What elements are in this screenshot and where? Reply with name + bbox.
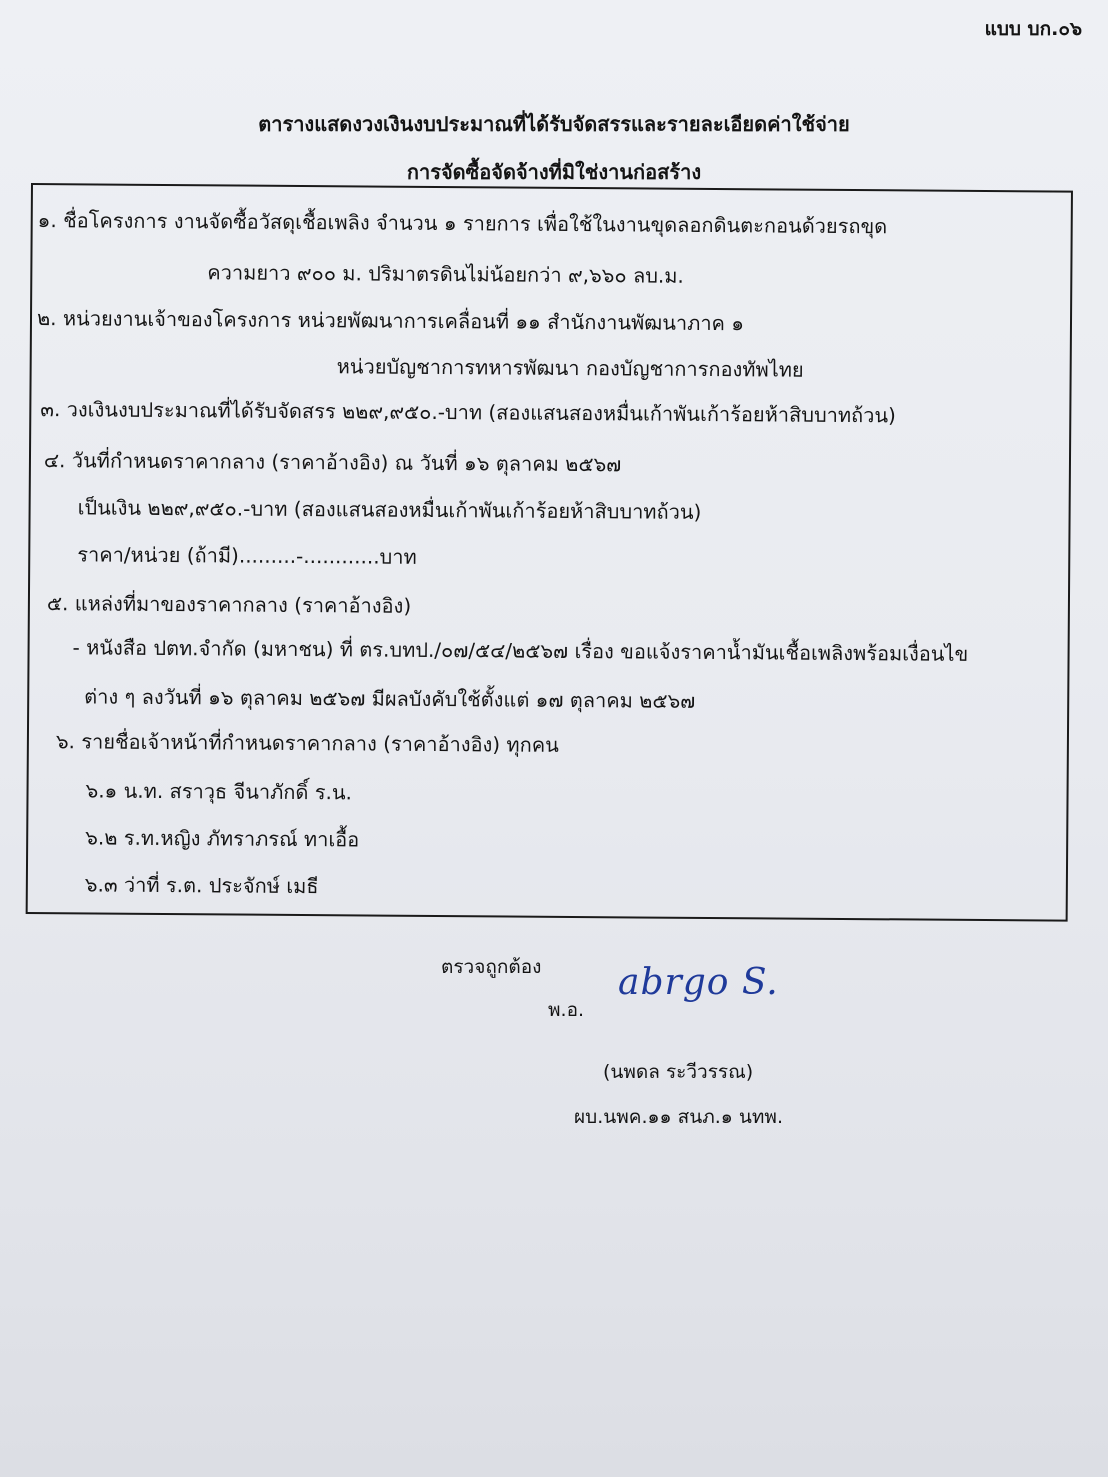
item-3-budget: ๓. วงเงินงบประมาณที่ได้รับจัดสรร ๒๒๙,๙๕๐.-บาท (สองแสนสองหมื่นเก้าพันเก้าร้อยห้าสิบบาทถ้วน) <box>40 397 897 428</box>
item-2-owner-agency: ๒. หน่วยงานเจ้าของโครงการ หน่วยพัฒนาการเคลื่อนที่ ๑๑ สำนักงานพัฒนาภาค ๑ <box>36 306 745 336</box>
official-1: ๖.๑ น.ท. สราวุธ จีนาภักดิ์ ร.น. <box>85 778 353 805</box>
item-5-continuation: ต่าง ๆ ลงวันที่ ๑๖ ตุลาคม ๒๕๖๗ มีผลบังคับใช้ตั้งแต่ ๑๗ ตุลาคม ๒๕๖๗ <box>84 684 696 713</box>
signer-position: ผบ.นพค.๑๑ สนภ.๑ นทพ. <box>574 1106 783 1128</box>
rank-label: พ.อ. <box>548 999 585 1021</box>
item-1-project-name: ๑. ชื่อโครงการ งานจัดซื้อวัสดุเชื้อเพลิง จำนวน ๑ รายการ เพื่อใช้ในงานขุดลอกดินตะกอนด้วยรถขุด <box>37 208 888 239</box>
official-3: ๖.๓ ว่าที่ ร.ต. ประจักษ์ เมธี <box>84 872 319 899</box>
form-code: แบบ บก.๐๖ <box>984 18 1082 40</box>
item-6-officials: ๖. รายชื่อเจ้าหน้าที่กำหนดราคากลาง (ราคาอ้างอิง) ทุกคน <box>55 729 559 757</box>
details-box <box>26 183 1073 922</box>
signer-name: (นพดล ระวีวรรณ) <box>603 1061 754 1083</box>
item-4-amount: เป็นเงิน ๒๒๙,๙๕๐.-บาท (สองแสนสองหมื่นเก้าพันเก้าร้อยห้าสิบบาทถ้วน) <box>77 495 702 524</box>
item-4-unit-price: ราคา/หน่วย (ถ้ามี).........-............บาท <box>77 542 417 569</box>
item-5-reference-letter: - หนังสือ ปตท.จำกัด (มหาชน) ที่ ตร.บทป./๐๗/๕๔/๒๕๖๗ เรื่อง ขอแจ้งราคาน้ำมันเชื้อเพลิงพร้อมเงื่อนไข <box>72 635 969 666</box>
document-title-line-1: ตารางแสดงวงเงินงบประมาณที่ได้รับจัดสรรและรายละเอียดค่าใช้จ่าย <box>258 112 850 136</box>
item-2-continuation: หน่วยบัญชาการทหารพัฒนา กองบัญชาการกองทัพไทย <box>336 354 804 382</box>
handwritten-signature: abrgo S. <box>618 962 779 1003</box>
item-5-price-source: ๕. แหล่งที่มาของราคากลาง (ราคาอ้างอิง) <box>46 591 412 618</box>
document-title-line-2: การจัดซื้อจัดจ้างที่มิใช่งานก่อสร้าง <box>406 160 702 184</box>
item-4-reference-date: ๔. วันที่กำหนดราคากลาง (ราคาอ้างอิง) ณ วันที่ ๑๖ ตุลาคม ๒๕๖๗ <box>43 448 622 477</box>
item-1-continuation: ความยาว ๙๐๐ ม. ปริมาตรดินไม่น้อยกว่า ๙,๖๖๐ ลบ.ม. <box>207 260 684 288</box>
official-2: ๖.๒ ร.ท.หญิง ภัทราภรณ์ ทาเอื้อ <box>85 825 360 852</box>
verified-label: ตรวจถูกต้อง <box>441 956 542 978</box>
